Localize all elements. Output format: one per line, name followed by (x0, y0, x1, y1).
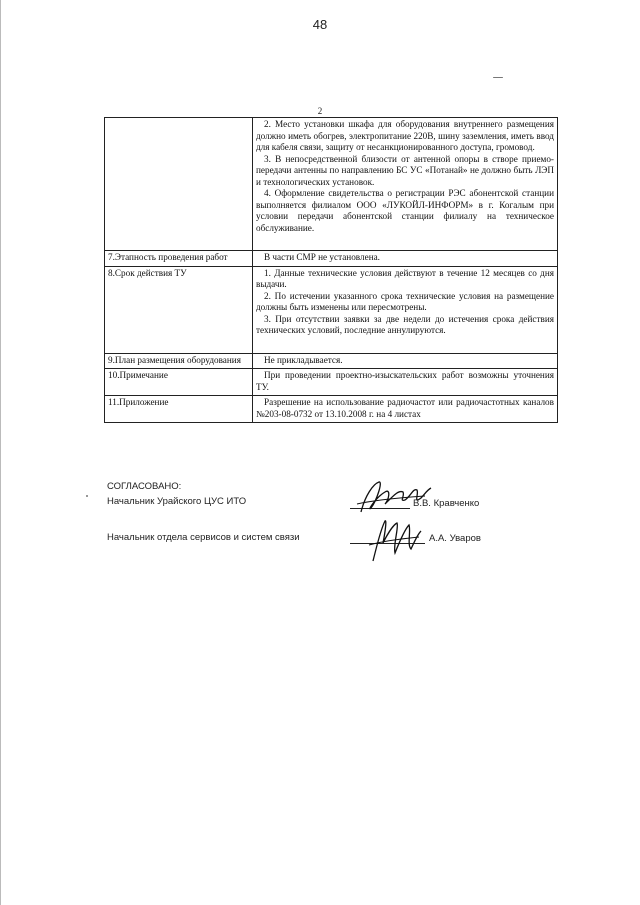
paragraph: Разрешение на использование радиочастот или радиочастотных каналов №203-08-0732 от 13.10.2008 г. на 4 листах (256, 397, 554, 419)
paragraph: 3. При отсутствии заявки за две недели до истечения срока действия технических условий, последние аннулируются. (256, 313, 554, 335)
approver-1-name: В.В. Кравченко (413, 498, 480, 509)
scan-speck (493, 77, 503, 78)
paragraph: 1. Данные технические условия действуют в течение 12 месяцев со дня выдачи. (256, 267, 554, 289)
row-label: 7.Этапность проведения работ (105, 251, 253, 267)
inner-page-number: 2 (317, 106, 323, 116)
paragraph: 2. По истечении указанного срока технические условия на размещение должны быть изменены или пересмотрены. (256, 290, 554, 312)
row-value (253, 396, 558, 423)
row-value (253, 251, 558, 267)
approver-1-title: Начальник Урайского ЦУС ИТО (107, 496, 247, 507)
row-label (105, 118, 253, 251)
approver-2-name: А.А. Уваров (429, 533, 481, 544)
row-label: 9.План размещения оборудования (105, 353, 253, 369)
row-label: 8.Срок действия ТУ (105, 266, 253, 353)
row-label: 10.Примечание (105, 369, 253, 396)
table-row (105, 251, 558, 267)
row-label: 11.Приложение (105, 396, 253, 423)
row-value (253, 118, 558, 251)
table-row (105, 118, 558, 251)
paragraph: 3. В непосредственной близости от антенной опоры в створе приемо-передачи антенны по направлению БС УС «Потанай» не должно быть ЛЭП и технологических установок. (256, 153, 554, 187)
row-value (253, 369, 558, 396)
scan-speck (86, 495, 88, 497)
row-value (253, 266, 558, 353)
approval-heading: СОГЛАСОВАНО: (107, 481, 182, 492)
specification-table (104, 117, 558, 423)
row-value (253, 353, 558, 369)
paragraph: В части СМР не установлена. (264, 252, 380, 262)
paragraph: 2. Место установки шкафа для оборудования внутреннего размещения должно иметь обогрев, электропитание 220В, шину заземления, иметь ввод для кабеля связи, защиту от несанкционированного доступа, громовод. (256, 119, 554, 152)
approver-2-title: Начальник отдела сервисов и систем связи (107, 532, 300, 543)
table-row (105, 369, 558, 396)
table-row (105, 266, 558, 353)
paragraph: Не прикладывается. (264, 354, 343, 365)
scan-edge (0, 0, 1, 905)
table-row (105, 353, 558, 369)
paragraph: При проведении проектно-изыскательских работ возможны уточнения ТУ. (256, 370, 554, 392)
table-row (105, 396, 558, 423)
paragraph: 4. Оформление свидетельства о регистрации РЭС абонентской станции выполняется филиалом ООО «ЛУКОЙЛ-ИНФОРМ» в г. Когалым при условии передачи абонентской станции филиалу на техническое обслуживание. (256, 188, 554, 233)
page-number: 48 (312, 17, 328, 32)
